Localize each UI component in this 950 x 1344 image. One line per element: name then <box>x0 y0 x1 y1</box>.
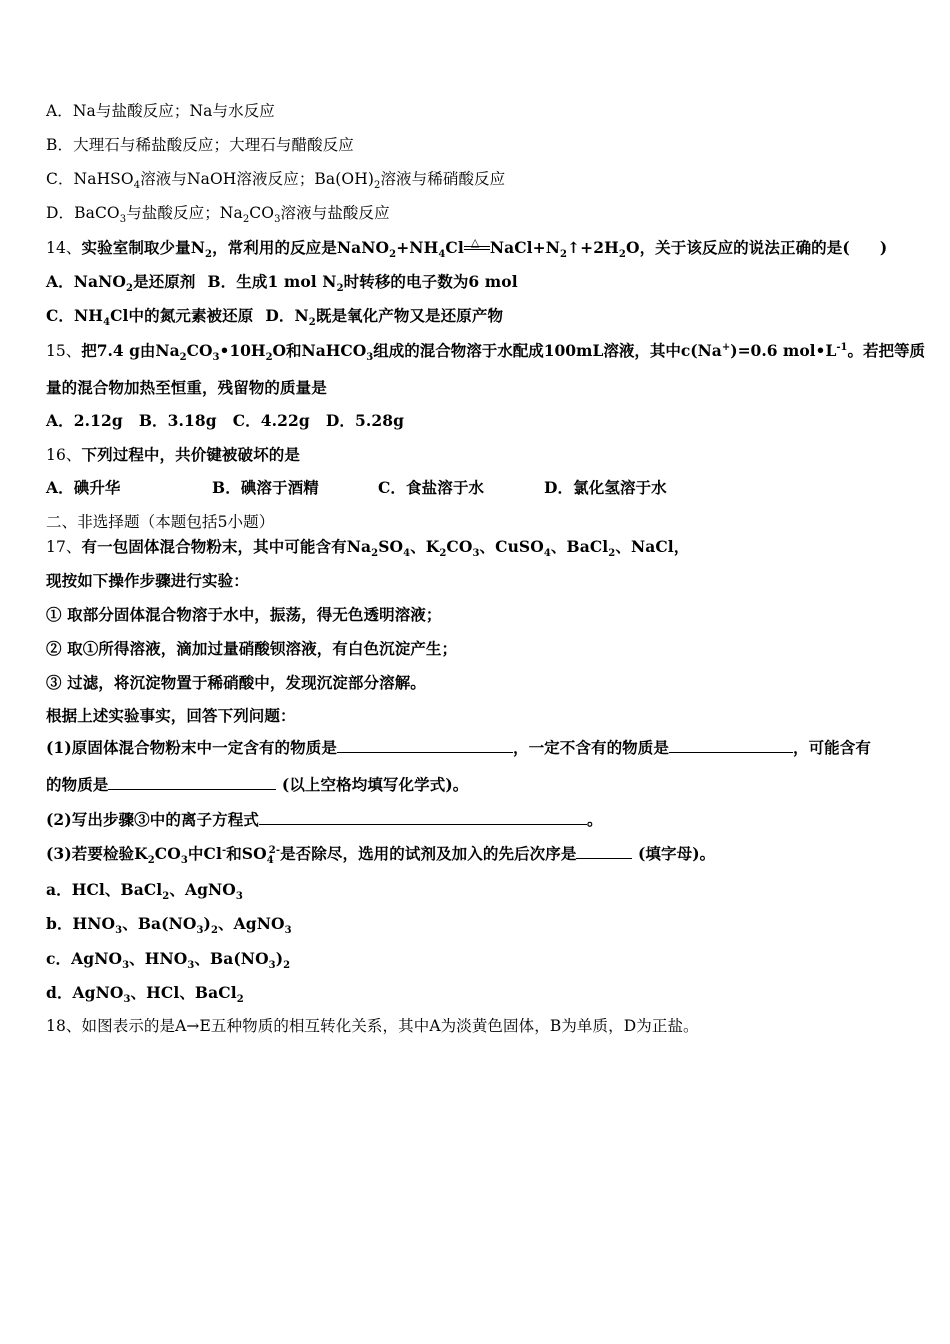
section-title: 二、非选择题（本题包括5小题） <box>46 513 275 531</box>
q17-option-c: c．AgNO$_3$、$HNO_3$、$Ba(NO_3)_2$ <box>46 949 291 972</box>
q17-sub-1: (1)原固体混合物粉末中一定含有的物质是 ，一定不含有的物质是 ，可能含有 <box>46 738 871 757</box>
q13-option-c: C．NaHSO$_4$溶液与NaOH溶液反应；$Ba(OH)_2$溶液与稀硝酸反应 <box>46 170 506 192</box>
question-number: 14、 <box>46 239 82 257</box>
heating-condition-symbol: △ <box>464 240 490 254</box>
q17-step-1: ① 取部分固体混合物溶于水中，振荡，得无色透明溶液； <box>46 605 442 624</box>
q14-stem: 14、实验室制取少量$N_2$，常利用的反应是$NaNO_2+NH_4Cl$ △ $NaCl+N_2↑+2H_2O$，关于该反应的说法正确的是( ) <box>46 236 888 261</box>
q17-option-d: d．AgNO$_3$、HCl、BaCl$_2$ <box>46 983 244 1006</box>
q17-option-a: a．HCl、BaCl$_2$、AgNO$_3$ <box>46 880 243 903</box>
question-number: 17、 <box>46 538 82 556</box>
q13-option-b: B．大理石与稀盐酸反应；大理石与醋酸反应 <box>46 136 354 154</box>
q16-options: A．碘升华 B．碘溶于酒精 C．食盐溶于水 D．氯化氢溶于水 <box>46 478 667 497</box>
q18-stem: 18、如图表示的是A→E五种物质的相互转化关系，其中A为淡黄色固体，B为单质，D为正盐。 <box>46 1017 699 1035</box>
q17-stem: 17、有一包固体混合物粉末，其中可能含有$Na_2SO_4$、$K_2CO_3$、CuSO$_4$、BaCl$_2$、NaCl， <box>46 537 690 560</box>
question-number: 16、 <box>46 446 82 464</box>
answer-blank[interactable] <box>108 775 276 790</box>
q17-prompt: 根据上述实验事实，回答下列问题： <box>46 706 296 725</box>
q17-intro: 现按如下操作步骤进行实验： <box>46 571 249 590</box>
q17-sub-2: (2)写出步骤③中的离子方程式 。 <box>46 810 603 829</box>
q17-step-2: ② 取①所得溶液，滴加过量硝酸钡溶液，有白色沉淀产生； <box>46 639 458 658</box>
answer-blank[interactable] <box>576 844 632 859</box>
q13-option-a: A．Na与盐酸反应；Na与水反应 <box>46 102 275 120</box>
answer-blank[interactable] <box>669 738 793 753</box>
question-number: 18、 <box>46 1017 82 1035</box>
q16-stem: 16、下列过程中，共价键被破坏的是 <box>46 445 300 464</box>
answer-blank[interactable] <box>259 810 587 825</box>
q17-option-b: b．$HNO_3$、$Ba(NO_3)_2$、AgNO$_3$ <box>46 914 292 937</box>
q17-step-3: ③ 过滤，将沉淀物置于稀硝酸中，发现沉淀部分溶解。 <box>46 673 426 692</box>
question-number: 15、 <box>46 342 82 360</box>
q14-options-ab: A．NaNO$_2$是还原剂 B．生成1 mol $N_2$时转移的电子数为6 mol <box>46 272 518 295</box>
q15-stem-line2: 量的混合物加热至恒重，残留物的质量是 <box>46 378 327 397</box>
q17-sub-3: (3)若要检验$K_2CO_3$中Cl-和$SO_4^{2-}$是否除尽，选用的试剂及加入的先后次序是 (填字母)。 <box>46 844 716 867</box>
q14-options-cd: C．$NH_4Cl$中的氮元素被还原 D．$N_2$既是氧化产物又是还原产物 <box>46 306 504 329</box>
q15-stem: 15、把7.4 g由$Na_2CO_3•10H_2O$和NaHCO$_3$组成的混合物溶于水配成100mL溶液，其中c(Na+)=0.6 $mol•L^{-1}$。若把等质 <box>46 341 925 364</box>
q17-sub-1-line2: 的物质是 (以上空格均填写化学式)。 <box>46 775 469 794</box>
q15-options: A．2.12g B．3.18g C．4.22g D．5.28g <box>46 411 405 430</box>
q13-option-d: D．BaCO$_3$与盐酸反应；$Na_2CO_3$溶液与盐酸反应 <box>46 204 390 226</box>
answer-blank[interactable] <box>337 738 513 753</box>
